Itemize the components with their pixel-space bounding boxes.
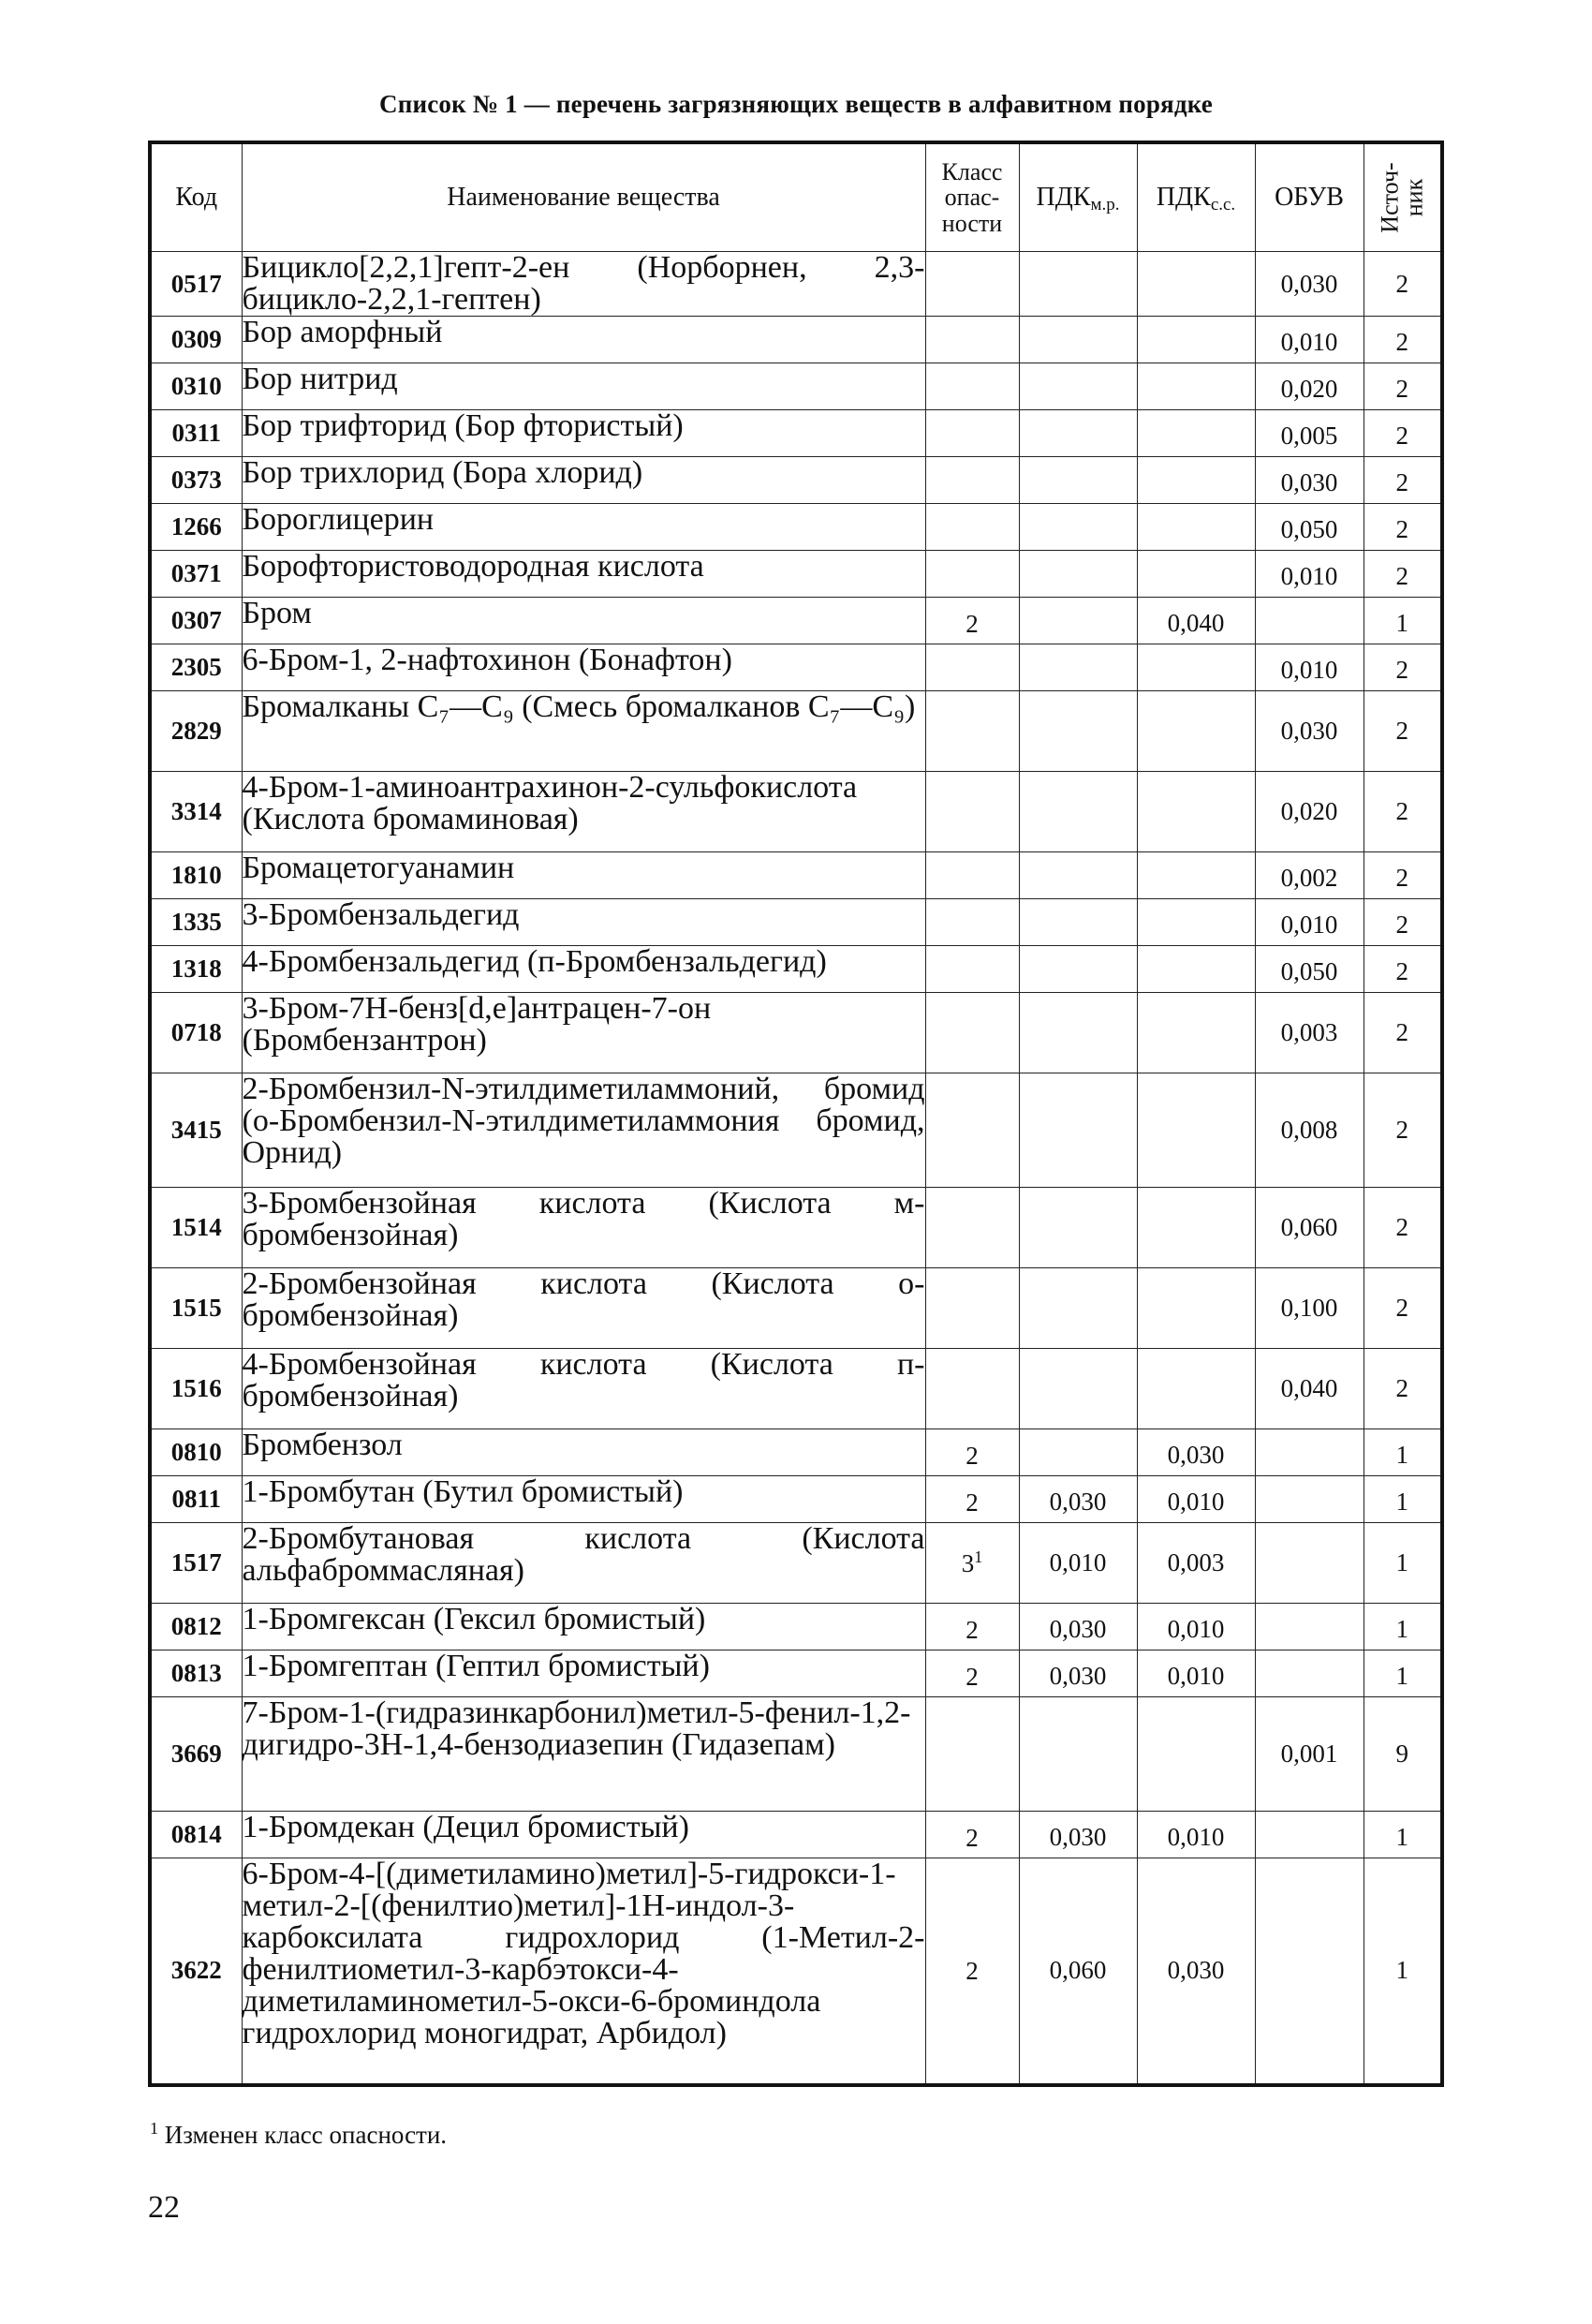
cell-obuv: 0,050 bbox=[1255, 946, 1364, 993]
cell-name: Бромбензол bbox=[242, 1429, 925, 1476]
table-row bbox=[150, 993, 1442, 1073]
cell-source: 2 bbox=[1364, 317, 1442, 363]
footnote-marker: 1 bbox=[150, 2119, 158, 2138]
cell-pdk-ss bbox=[1137, 852, 1255, 899]
cell-pdk-mr bbox=[1019, 551, 1137, 598]
cell-name: Бор нитрид bbox=[242, 363, 925, 410]
cell-hazard-class bbox=[925, 1073, 1019, 1188]
cell-pdk-ss: 0,040 bbox=[1137, 598, 1255, 644]
cell-hazard-class bbox=[925, 410, 1019, 457]
page-title: Список № 1 — перечень загрязняющих веществ в алфавитном порядке bbox=[379, 90, 1213, 118]
cell-pdk-mr bbox=[1019, 1188, 1137, 1268]
cell-pdk-mr bbox=[1019, 410, 1137, 457]
cell-obuv: 0,010 bbox=[1255, 899, 1364, 946]
cell-pdk-mr bbox=[1019, 993, 1137, 1073]
table-row bbox=[150, 1429, 1442, 1476]
cell-obuv: 0,100 bbox=[1255, 1268, 1364, 1349]
cell-pdk-ss bbox=[1137, 317, 1255, 363]
cell-code: 1335 bbox=[150, 899, 242, 946]
cell-hazard-class bbox=[925, 691, 1019, 772]
cell-code: 0811 bbox=[150, 1476, 242, 1523]
cell-pdk-mr bbox=[1019, 691, 1137, 772]
cell-name: Борофтористоводородная кислота bbox=[242, 551, 925, 598]
header-hazard-class-line1: Класс bbox=[941, 158, 1003, 186]
cell-code: 3622 bbox=[150, 1858, 242, 2085]
cell-name: 6-Бром-4-[(диметиламино)метил]-5-гидрокси-1-метил-2-[(фенилтио)метил]-1Н-индол-3-карбоксилата гидрохлорид (1-Метил-2-фенилтиометил-3-карбэтокси-4-диметиламинометил-5-окси-6-броминдола гидрохлорид моногидрат, Арбидол) bbox=[242, 1858, 925, 2085]
cell-hazard-class bbox=[925, 1812, 1019, 1858]
cell-source: 1 bbox=[1364, 1604, 1442, 1650]
cell-source: 1 bbox=[1364, 598, 1442, 644]
table-row bbox=[150, 1349, 1442, 1429]
cell-source: 2 bbox=[1364, 1349, 1442, 1429]
cell-source: 2 bbox=[1364, 1268, 1442, 1349]
hazard-class-value: 2 bbox=[966, 1824, 979, 1852]
cell-obuv: 0,008 bbox=[1255, 1073, 1364, 1188]
cell-pdk-ss bbox=[1137, 410, 1255, 457]
cell-name: 3-Бромбензойная кислота (Кислота м-бромбензойная) bbox=[242, 1188, 925, 1268]
cell-pdk-mr bbox=[1019, 457, 1137, 504]
footnote-text: Изменен класс опасности. bbox=[164, 2121, 448, 2149]
cell-code: 1318 bbox=[150, 946, 242, 993]
cell-pdk-mr: 0,030 bbox=[1019, 1476, 1137, 1523]
cell-hazard-class bbox=[925, 551, 1019, 598]
cell-name: Бицикло[2,2,1]гепт-2-ен (Норборнен, 2,3-бицикло-2,2,1-гептен) bbox=[242, 250, 925, 317]
cell-pdk-ss bbox=[1137, 899, 1255, 946]
cell-source: 2 bbox=[1364, 691, 1442, 772]
cell-obuv: 0,020 bbox=[1255, 363, 1364, 410]
cell-code: 0371 bbox=[150, 551, 242, 598]
table-row bbox=[150, 504, 1442, 551]
cell-hazard-class bbox=[925, 504, 1019, 551]
cell-code: 2305 bbox=[150, 644, 242, 691]
cell-hazard-class bbox=[925, 1476, 1019, 1523]
table-row bbox=[150, 852, 1442, 899]
cell-name: 2-Бромбутановая кислота (Кислота альфаброммасляная) bbox=[242, 1523, 925, 1604]
hazard-class-value: 2 bbox=[966, 1442, 979, 1470]
cell-name: 4-Бромбензальдегид (п-Бромбензальдегид) bbox=[242, 946, 925, 993]
cell-obuv: 0,020 bbox=[1255, 772, 1364, 852]
header-source-line1: Источ- bbox=[1376, 162, 1404, 233]
cell-source: 2 bbox=[1364, 1188, 1442, 1268]
cell-source: 2 bbox=[1364, 457, 1442, 504]
cell-source: 2 bbox=[1364, 410, 1442, 457]
cell-pdk-mr bbox=[1019, 946, 1137, 993]
table-row bbox=[150, 1268, 1442, 1349]
cell-code: 3669 bbox=[150, 1697, 242, 1812]
cell-pdk-mr bbox=[1019, 1073, 1137, 1188]
cell-pdk-ss: 0,003 bbox=[1137, 1523, 1255, 1604]
table-header-row bbox=[150, 142, 1442, 252]
cell-pdk-mr bbox=[1019, 1349, 1137, 1429]
cell-code: 1517 bbox=[150, 1523, 242, 1604]
cell-obuv: 0,005 bbox=[1255, 410, 1364, 457]
cell-pdk-ss bbox=[1137, 551, 1255, 598]
cell-code: 1516 bbox=[150, 1349, 242, 1429]
cell-code: 0373 bbox=[150, 457, 242, 504]
cell-pdk-ss: 0,030 bbox=[1137, 1858, 1255, 2085]
table-row bbox=[150, 252, 1442, 317]
cell-code: 0814 bbox=[150, 1812, 242, 1858]
cell-code: 0813 bbox=[150, 1650, 242, 1697]
cell-name: 2-Бромбензил-N-этилдиметиламмоний, бромид (о-Бромбензил-N-этилдиметиламмония бромид, Орнид) bbox=[242, 1073, 925, 1188]
table-row bbox=[150, 317, 1442, 363]
table-row bbox=[150, 1523, 1442, 1604]
cell-source: 1 bbox=[1364, 1650, 1442, 1697]
header-hazard-class bbox=[925, 142, 1019, 252]
cell-pdk-ss bbox=[1137, 644, 1255, 691]
cell-source: 2 bbox=[1364, 946, 1442, 993]
cell-name: Бор трихлорид (Бора хлорид) bbox=[242, 457, 925, 504]
hazard-class-value: 3 bbox=[961, 1549, 975, 1577]
header-source-line2: ник bbox=[1400, 178, 1428, 217]
cell-obuv: 0,060 bbox=[1255, 1188, 1364, 1268]
cell-source: 1 bbox=[1364, 1858, 1442, 2085]
header-pdk-mr bbox=[1019, 142, 1137, 252]
cell-code: 0309 bbox=[150, 317, 242, 363]
cell-pdk-ss: 0,010 bbox=[1137, 1476, 1255, 1523]
cell-pdk-mr bbox=[1019, 644, 1137, 691]
header-name: Наименование вещества bbox=[242, 142, 925, 252]
cell-obuv bbox=[1255, 1523, 1364, 1604]
cell-source: 9 bbox=[1364, 1697, 1442, 1812]
table-row bbox=[150, 1073, 1442, 1188]
cell-hazard-class bbox=[925, 363, 1019, 410]
cell-source: 2 bbox=[1364, 1073, 1442, 1188]
header-pdk-ss bbox=[1137, 142, 1255, 252]
cell-code: 0812 bbox=[150, 1604, 242, 1650]
table-row bbox=[150, 691, 1442, 772]
cell-source: 2 bbox=[1364, 363, 1442, 410]
cell-hazard-class bbox=[925, 1268, 1019, 1349]
cell-pdk-ss: 0,010 bbox=[1137, 1812, 1255, 1858]
cell-source: 1 bbox=[1364, 1812, 1442, 1858]
table-row bbox=[150, 1650, 1442, 1697]
cell-hazard-class bbox=[925, 993, 1019, 1073]
table-row bbox=[150, 899, 1442, 946]
cell-obuv: 0,010 bbox=[1255, 317, 1364, 363]
cell-pdk-ss: 0,030 bbox=[1137, 1429, 1255, 1476]
cell-code: 0310 bbox=[150, 363, 242, 410]
cell-source: 2 bbox=[1364, 644, 1442, 691]
cell-pdk-mr bbox=[1019, 252, 1137, 317]
cell-name: 7-Бром-1-(гидразинкарбонил)метил-5-фенил-1,2-дигидро-3Н-1,4-бензодиазепин (Гидазепам) bbox=[242, 1697, 925, 1812]
cell-name: Бороглицерин bbox=[242, 504, 925, 551]
cell-name: 3-Бром-7Н-бенз[d,e]антрацен-7-он (Бромбензантрон) bbox=[242, 993, 925, 1073]
cell-obuv: 0,010 bbox=[1255, 551, 1364, 598]
table-body bbox=[150, 252, 1442, 2085]
cell-pdk-ss: 0,010 bbox=[1137, 1650, 1255, 1697]
cell-pdk-ss bbox=[1137, 691, 1255, 772]
cell-pdk-ss bbox=[1137, 504, 1255, 551]
cell-code: 0311 bbox=[150, 410, 242, 457]
cell-hazard-class bbox=[925, 1604, 1019, 1650]
table-row bbox=[150, 1697, 1442, 1812]
cell-code: 0718 bbox=[150, 993, 242, 1073]
cell-obuv bbox=[1255, 1476, 1364, 1523]
cell-pdk-mr bbox=[1019, 899, 1137, 946]
cell-obuv: 0,003 bbox=[1255, 993, 1364, 1073]
cell-code: 2829 bbox=[150, 691, 242, 772]
cell-name: 6-Бром-1, 2-нафтохинон (Бонафтон) bbox=[242, 644, 925, 691]
cell-pdk-mr bbox=[1019, 363, 1137, 410]
cell-pdk-ss: 0,010 bbox=[1137, 1604, 1255, 1650]
cell-obuv: 0,030 bbox=[1255, 252, 1364, 317]
cell-obuv: 0,030 bbox=[1255, 691, 1364, 772]
cell-source: 2 bbox=[1364, 504, 1442, 551]
cell-pdk-mr bbox=[1019, 1429, 1137, 1476]
cell-pdk-ss bbox=[1137, 1349, 1255, 1429]
cell-obuv: 0,030 bbox=[1255, 457, 1364, 504]
cell-pdk-ss bbox=[1137, 363, 1255, 410]
cell-hazard-class bbox=[925, 1429, 1019, 1476]
cell-code: 1810 bbox=[150, 852, 242, 899]
cell-pdk-mr bbox=[1019, 1697, 1137, 1812]
cell-pdk-mr bbox=[1019, 772, 1137, 852]
cell-pdk-mr bbox=[1019, 504, 1137, 551]
table-row bbox=[150, 1858, 1442, 2085]
hazard-class-value: 2 bbox=[966, 1616, 979, 1644]
cell-obuv bbox=[1255, 1429, 1364, 1476]
cell-code: 1514 bbox=[150, 1188, 242, 1268]
cell-pdk-mr: 0,030 bbox=[1019, 1812, 1137, 1858]
table-row bbox=[150, 551, 1442, 598]
cell-obuv: 0,001 bbox=[1255, 1697, 1364, 1812]
table-row bbox=[150, 1188, 1442, 1268]
cell-code: 1266 bbox=[150, 504, 242, 551]
cell-pdk-ss bbox=[1137, 1188, 1255, 1268]
header-source bbox=[1364, 142, 1442, 252]
cell-obuv: 0,010 bbox=[1255, 644, 1364, 691]
cell-pdk-mr bbox=[1019, 317, 1137, 363]
header-hazard-class-line3: ности bbox=[941, 209, 1003, 237]
cell-pdk-mr: 0,060 bbox=[1019, 1858, 1137, 2085]
cell-source: 2 bbox=[1364, 252, 1442, 317]
cell-code: 0517 bbox=[150, 252, 242, 317]
table-row bbox=[150, 946, 1442, 993]
cell-source: 1 bbox=[1364, 1476, 1442, 1523]
cell-hazard-class bbox=[925, 772, 1019, 852]
cell-obuv bbox=[1255, 1604, 1364, 1650]
cell-source: 2 bbox=[1364, 772, 1442, 852]
cell-hazard-class bbox=[925, 598, 1019, 644]
cell-hazard-class bbox=[925, 946, 1019, 993]
cell-source: 1 bbox=[1364, 1523, 1442, 1604]
cell-source: 1 bbox=[1364, 1429, 1442, 1476]
cell-name: Бор трифторид (Бор фтористый) bbox=[242, 410, 925, 457]
cell-code: 0810 bbox=[150, 1429, 242, 1476]
cell-hazard-class bbox=[925, 1858, 1019, 2085]
header-source-rotated bbox=[1378, 162, 1426, 232]
cell-code: 1515 bbox=[150, 1268, 242, 1349]
cell-pdk-ss bbox=[1137, 1268, 1255, 1349]
table-row bbox=[150, 1812, 1442, 1858]
cell-name: Бромалканы C₇—C₉ (Смесь бромалканов C₇—C₉) bbox=[242, 691, 925, 772]
cell-name: 4-Бром-1-аминоантрахинон-2-сульфокислота (Кислота бромаминовая) bbox=[242, 772, 925, 852]
cell-name: 1-Бромдекан (Децил бромистый) bbox=[242, 1812, 925, 1858]
cell-obuv bbox=[1255, 1812, 1364, 1858]
cell-hazard-class bbox=[925, 252, 1019, 317]
cell-hazard-class bbox=[925, 644, 1019, 691]
cell-pdk-ss bbox=[1137, 457, 1255, 504]
cell-code: 3415 bbox=[150, 1073, 242, 1188]
cell-name: 2-Бромбензойная кислота (Кислота о-бромбензойная) bbox=[242, 1268, 925, 1349]
cell-name: 1-Бромгептан (Гептил бромистый) bbox=[242, 1650, 925, 1697]
cell-name: 4-Бромбензойная кислота (Кислота п-бромбензойная) bbox=[242, 1349, 925, 1429]
table-row bbox=[150, 363, 1442, 410]
header-pdk-mr-sub: м.р. bbox=[1090, 195, 1120, 215]
cell-code: 3314 bbox=[150, 772, 242, 852]
header-pdk-ss-main: ПДК bbox=[1156, 183, 1211, 213]
cell-pdk-ss bbox=[1137, 1697, 1255, 1812]
cell-hazard-class bbox=[925, 1523, 1019, 1604]
table-row bbox=[150, 1604, 1442, 1650]
cell-pdk-mr: 0,030 bbox=[1019, 1650, 1137, 1697]
cell-name: Бор аморфный bbox=[242, 317, 925, 363]
table-row bbox=[150, 772, 1442, 852]
footnote bbox=[150, 2119, 447, 2150]
hazard-class-footnote-marker: 1 bbox=[974, 1547, 983, 1566]
cell-code: 0307 bbox=[150, 598, 242, 644]
cell-name: Бром bbox=[242, 598, 925, 644]
cell-obuv: 0,002 bbox=[1255, 852, 1364, 899]
header-pdk-ss-sub: с.с. bbox=[1210, 195, 1236, 215]
hazard-class-value: 2 bbox=[966, 1663, 979, 1691]
cell-pdk-ss bbox=[1137, 946, 1255, 993]
cell-hazard-class bbox=[925, 1650, 1019, 1697]
cell-name: 1-Бромгексан (Гексил бромистый) bbox=[242, 1604, 925, 1650]
table-row bbox=[150, 410, 1442, 457]
header-code: Код bbox=[150, 142, 242, 252]
page-number: 22 bbox=[148, 2190, 180, 2225]
header-obuv: ОБУВ bbox=[1255, 142, 1364, 252]
cell-source: 2 bbox=[1364, 993, 1442, 1073]
cell-pdk-mr bbox=[1019, 598, 1137, 644]
cell-pdk-ss bbox=[1137, 252, 1255, 317]
cell-pdk-mr bbox=[1019, 1268, 1137, 1349]
cell-obuv: 0,050 bbox=[1255, 504, 1364, 551]
cell-hazard-class bbox=[925, 457, 1019, 504]
table-row bbox=[150, 457, 1442, 504]
table-row bbox=[150, 1476, 1442, 1523]
cell-pdk-ss bbox=[1137, 772, 1255, 852]
cell-name: 1-Бромбутан (Бутил бромистый) bbox=[242, 1476, 925, 1523]
cell-source: 2 bbox=[1364, 852, 1442, 899]
table-row bbox=[150, 644, 1442, 691]
cell-hazard-class bbox=[925, 317, 1019, 363]
header-pdk-mr-main: ПДК bbox=[1036, 183, 1091, 213]
cell-source: 2 bbox=[1364, 899, 1442, 946]
cell-pdk-mr: 0,010 bbox=[1019, 1523, 1137, 1604]
cell-name: Бромацетогуанамин bbox=[242, 852, 925, 899]
hazard-class-value: 2 bbox=[966, 1957, 979, 1986]
cell-name: 3-Бромбензальдегид bbox=[242, 899, 925, 946]
cell-obuv bbox=[1255, 598, 1364, 644]
cell-pdk-mr bbox=[1019, 852, 1137, 899]
hazard-class-value: 2 bbox=[966, 1488, 979, 1517]
header-hazard-class-line2: опас- bbox=[944, 184, 1000, 212]
cell-hazard-class bbox=[925, 852, 1019, 899]
cell-source: 2 bbox=[1364, 551, 1442, 598]
cell-obuv: 0,040 bbox=[1255, 1349, 1364, 1429]
hazard-class-value: 2 bbox=[966, 610, 979, 638]
cell-hazard-class bbox=[925, 1697, 1019, 1812]
cell-hazard-class bbox=[925, 899, 1019, 946]
cell-hazard-class bbox=[925, 1188, 1019, 1268]
cell-obuv bbox=[1255, 1650, 1364, 1697]
cell-hazard-class bbox=[925, 1349, 1019, 1429]
cell-obuv bbox=[1255, 1858, 1364, 2085]
substances-table bbox=[148, 141, 1444, 2087]
cell-pdk-ss bbox=[1137, 993, 1255, 1073]
cell-pdk-ss bbox=[1137, 1073, 1255, 1188]
table-row bbox=[150, 598, 1442, 644]
cell-pdk-mr: 0,030 bbox=[1019, 1604, 1137, 1650]
